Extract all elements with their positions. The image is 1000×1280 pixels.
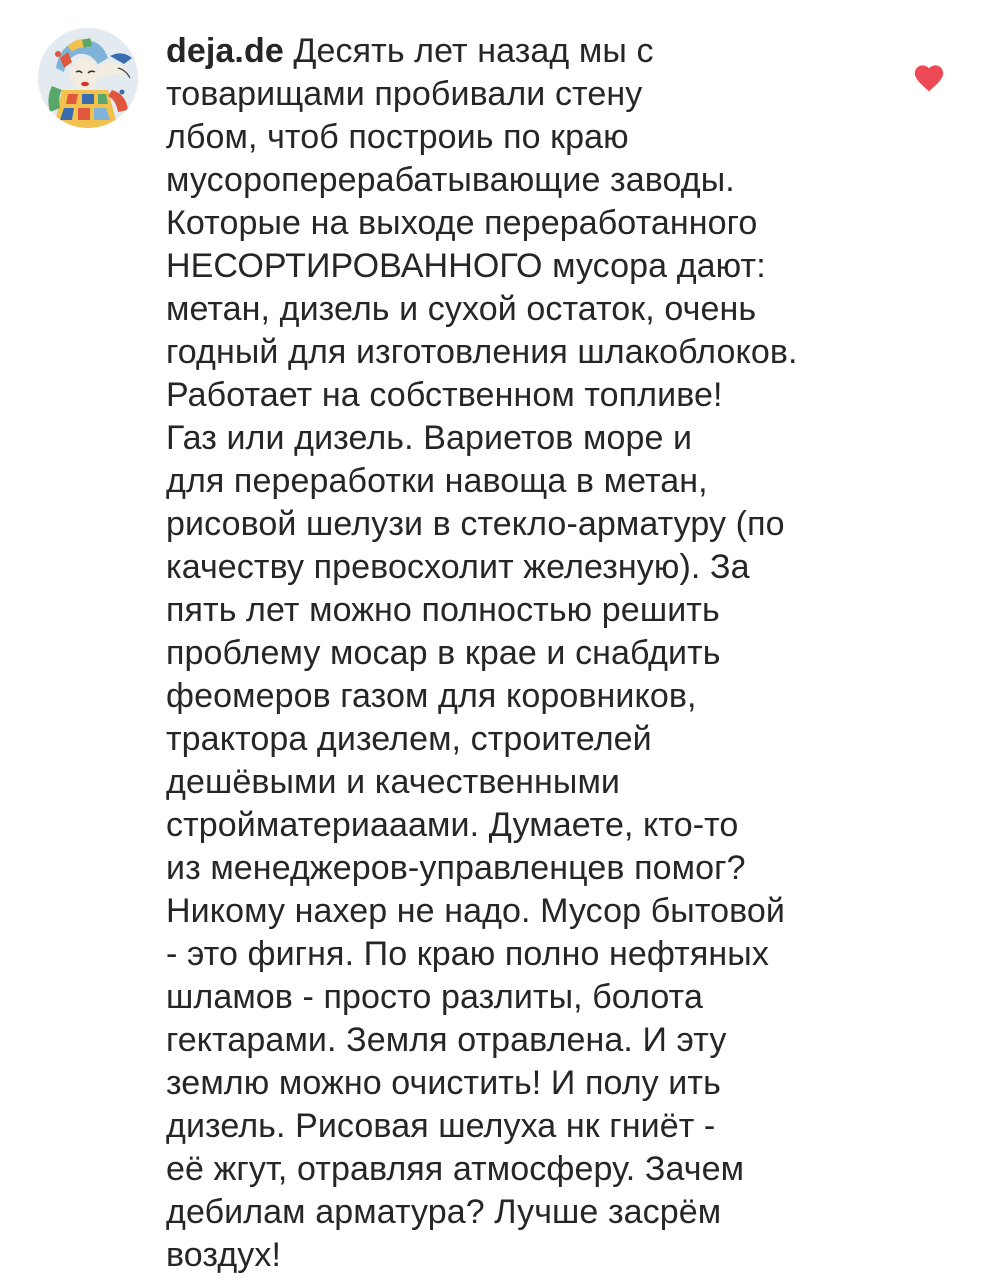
comment-line: Газ или дизель. Вариетов море и xyxy=(166,419,693,457)
comment-line: товарищами пробивали стену xyxy=(166,75,643,113)
comment-line: НЕСОРТИРОВАННОГО мусора дают: xyxy=(166,247,766,285)
comment-line: метан, дизель и сухой остаток, очень xyxy=(166,290,757,328)
comment-line: стройматериааами. Думаете, кто-то xyxy=(166,806,739,844)
comment-line: мусороперерабатывающие заводы. xyxy=(166,161,735,199)
comment-first-line: Десять лет назад мы с xyxy=(283,32,654,70)
comment-line: проблему мосар в крае и снабдить xyxy=(166,634,721,672)
comment-line: годный для изготовления шлакоблоков. xyxy=(166,333,798,371)
comment-line: трактора дизелем, строителей xyxy=(166,720,652,758)
comment-line: землю можно очистить! И полу ить xyxy=(166,1064,721,1102)
comment-line xyxy=(166,30,886,73)
avatar[interactable] xyxy=(38,28,138,128)
username-link[interactable]: deja.de xyxy=(166,32,284,70)
comment-line: качеству превосхолит железную). За xyxy=(166,548,750,586)
heart-icon xyxy=(912,61,946,93)
comment-line: дизель. Рисовая шелуха нк гниёт - xyxy=(166,1107,716,1145)
comment-line: - это фигня. По краю полно нефтяных xyxy=(166,935,769,973)
like-button[interactable] xyxy=(912,60,948,94)
avatar-illustration-icon xyxy=(38,28,138,128)
comment-line: Работает на собственном топливе! xyxy=(166,376,723,414)
comment-line: для переработки навоща в метан, xyxy=(166,462,708,500)
comment-line: феомеров газом для коровников, xyxy=(166,677,697,715)
comment-line: Которые на выходе переработанного xyxy=(166,204,758,242)
comment-line: из менеджеров-управленцев помог? xyxy=(166,849,746,887)
comment-line: пять лет можно полностью решить xyxy=(166,591,720,629)
comment-line: лбом, чтоб построиь по краю xyxy=(166,118,629,156)
comment-line: шламов - просто разлиты, болота xyxy=(166,978,703,1016)
comment-line: дебилам арматура? Лучше засрём xyxy=(166,1193,722,1231)
comment-line: Никому нахер не надо. Мусор бытовой xyxy=(166,892,786,930)
comment-line: воздух! xyxy=(166,1236,282,1274)
comment-line: гектарами. Земля отравлена. И эту xyxy=(166,1021,727,1059)
comment-line: рисовой шелузи в стекло-арматуру (по xyxy=(166,505,785,543)
comment-line: её жгут, отравляя атмосферу. Зачем xyxy=(166,1150,745,1188)
comment-line: дешёвыми и качественными xyxy=(166,763,621,801)
comment-text xyxy=(166,30,886,1277)
